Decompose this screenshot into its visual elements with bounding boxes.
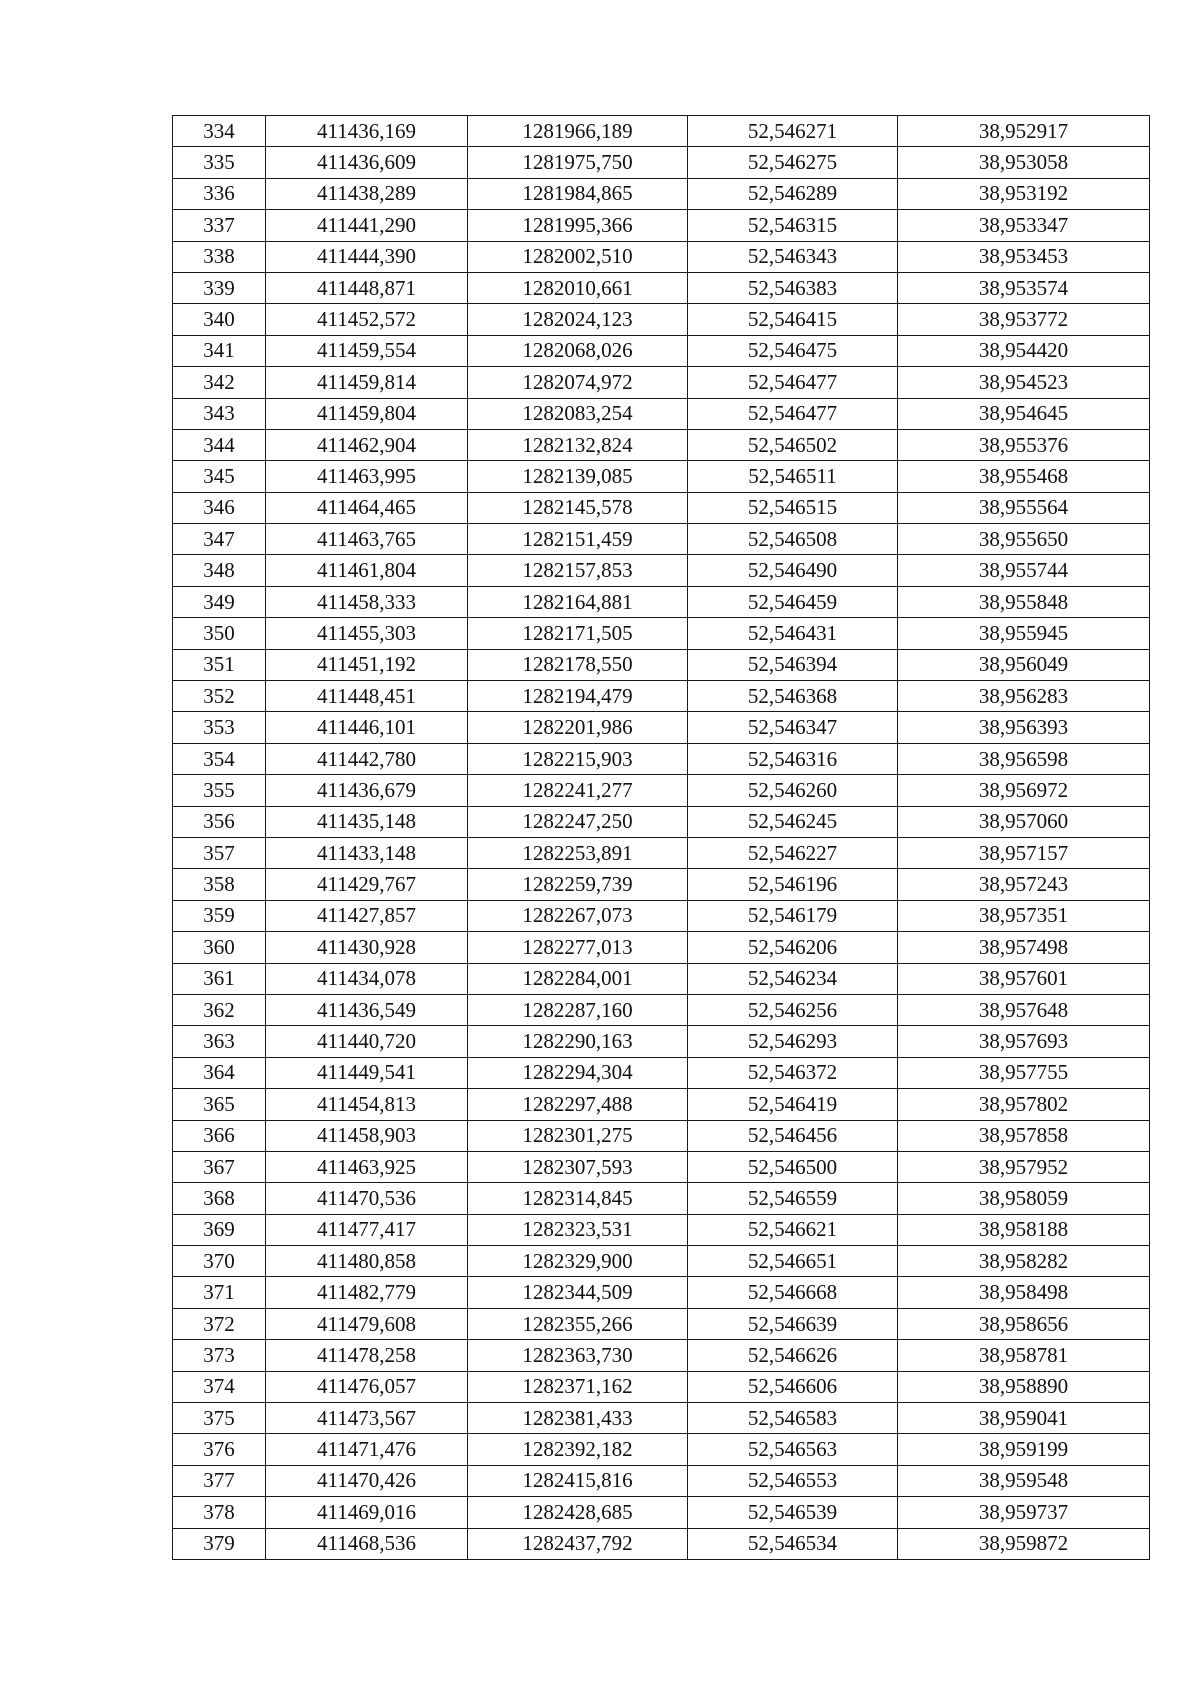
y-coordinate-cell: 1282428,685 xyxy=(468,1497,688,1528)
table-row xyxy=(173,241,1150,272)
longitude-cell: 38,957952 xyxy=(898,1151,1150,1182)
x-coordinate-cell: 411435,148 xyxy=(266,806,468,837)
table-row xyxy=(173,1434,1150,1465)
latitude-cell: 52,546394 xyxy=(688,649,898,680)
x-coordinate-cell: 411434,078 xyxy=(266,963,468,994)
longitude-cell: 38,956972 xyxy=(898,775,1150,806)
longitude-cell: 38,953574 xyxy=(898,272,1150,303)
longitude-cell: 38,954420 xyxy=(898,335,1150,366)
latitude-cell: 52,546553 xyxy=(688,1465,898,1496)
x-coordinate-cell: 411448,871 xyxy=(266,272,468,303)
y-coordinate-cell: 1282284,001 xyxy=(468,963,688,994)
table-row xyxy=(173,1151,1150,1182)
table-row xyxy=(173,586,1150,617)
table-row xyxy=(173,398,1150,429)
longitude-cell: 38,955945 xyxy=(898,618,1150,649)
table-row xyxy=(173,1120,1150,1151)
y-coordinate-cell: 1282301,275 xyxy=(468,1120,688,1151)
y-coordinate-cell: 1282083,254 xyxy=(468,398,688,429)
y-coordinate-cell: 1282215,903 xyxy=(468,743,688,774)
latitude-cell: 52,546606 xyxy=(688,1371,898,1402)
latitude-cell: 52,546383 xyxy=(688,272,898,303)
table-row xyxy=(173,963,1150,994)
point-number-cell: 363 xyxy=(173,1026,266,1057)
x-coordinate-cell: 411471,476 xyxy=(266,1434,468,1465)
point-number-cell: 343 xyxy=(173,398,266,429)
latitude-cell: 52,546559 xyxy=(688,1183,898,1214)
point-number-cell: 371 xyxy=(173,1277,266,1308)
point-number-cell: 354 xyxy=(173,743,266,774)
latitude-cell: 52,546316 xyxy=(688,743,898,774)
x-coordinate-cell: 411436,169 xyxy=(266,116,468,147)
latitude-cell: 52,546343 xyxy=(688,241,898,272)
x-coordinate-cell: 411469,016 xyxy=(266,1497,468,1528)
point-number-cell: 374 xyxy=(173,1371,266,1402)
longitude-cell: 38,955468 xyxy=(898,461,1150,492)
point-number-cell: 369 xyxy=(173,1214,266,1245)
table-row xyxy=(173,932,1150,963)
y-coordinate-cell: 1282437,792 xyxy=(468,1528,688,1559)
x-coordinate-cell: 411480,858 xyxy=(266,1246,468,1277)
x-coordinate-cell: 411476,057 xyxy=(266,1371,468,1402)
y-coordinate-cell: 1282277,013 xyxy=(468,932,688,963)
table-row xyxy=(173,1497,1150,1528)
longitude-cell: 38,958498 xyxy=(898,1277,1150,1308)
latitude-cell: 52,546206 xyxy=(688,932,898,963)
x-coordinate-cell: 411482,779 xyxy=(266,1277,468,1308)
longitude-cell: 38,953058 xyxy=(898,147,1150,178)
latitude-cell: 52,546511 xyxy=(688,461,898,492)
table-row xyxy=(173,1308,1150,1339)
y-coordinate-cell: 1282294,304 xyxy=(468,1057,688,1088)
latitude-cell: 52,546431 xyxy=(688,618,898,649)
point-number-cell: 355 xyxy=(173,775,266,806)
x-coordinate-cell: 411433,148 xyxy=(266,837,468,868)
point-number-cell: 337 xyxy=(173,210,266,241)
longitude-cell: 38,958282 xyxy=(898,1246,1150,1277)
table-row xyxy=(173,806,1150,837)
x-coordinate-cell: 411463,765 xyxy=(266,524,468,555)
x-coordinate-cell: 411442,780 xyxy=(266,743,468,774)
y-coordinate-cell: 1281966,189 xyxy=(468,116,688,147)
latitude-cell: 52,546668 xyxy=(688,1277,898,1308)
x-coordinate-cell: 411448,451 xyxy=(266,681,468,712)
latitude-cell: 52,546534 xyxy=(688,1528,898,1559)
x-coordinate-cell: 411462,904 xyxy=(266,429,468,460)
latitude-cell: 52,546260 xyxy=(688,775,898,806)
longitude-cell: 38,958781 xyxy=(898,1340,1150,1371)
point-number-cell: 362 xyxy=(173,994,266,1025)
latitude-cell: 52,546245 xyxy=(688,806,898,837)
table-row xyxy=(173,743,1150,774)
latitude-cell: 52,546368 xyxy=(688,681,898,712)
table-row xyxy=(173,775,1150,806)
x-coordinate-cell: 411440,720 xyxy=(266,1026,468,1057)
longitude-cell: 38,957601 xyxy=(898,963,1150,994)
point-number-cell: 368 xyxy=(173,1183,266,1214)
x-coordinate-cell: 411449,541 xyxy=(266,1057,468,1088)
x-coordinate-cell: 411479,608 xyxy=(266,1308,468,1339)
latitude-cell: 52,546293 xyxy=(688,1026,898,1057)
longitude-cell: 38,959041 xyxy=(898,1403,1150,1434)
latitude-cell: 52,546415 xyxy=(688,304,898,335)
longitude-cell: 38,953453 xyxy=(898,241,1150,272)
table-row xyxy=(173,1246,1150,1277)
longitude-cell: 38,957498 xyxy=(898,932,1150,963)
latitude-cell: 52,546227 xyxy=(688,837,898,868)
table-row xyxy=(173,524,1150,555)
point-number-cell: 336 xyxy=(173,178,266,209)
point-number-cell: 339 xyxy=(173,272,266,303)
y-coordinate-cell: 1282201,986 xyxy=(468,712,688,743)
coordinates-table-body xyxy=(173,116,1150,1560)
x-coordinate-cell: 411458,333 xyxy=(266,586,468,617)
point-number-cell: 351 xyxy=(173,649,266,680)
table-row xyxy=(173,869,1150,900)
x-coordinate-cell: 411429,767 xyxy=(266,869,468,900)
y-coordinate-cell: 1282259,739 xyxy=(468,869,688,900)
table-row xyxy=(173,1277,1150,1308)
table-row xyxy=(173,1214,1150,1245)
point-number-cell: 375 xyxy=(173,1403,266,1434)
point-number-cell: 372 xyxy=(173,1308,266,1339)
table-row xyxy=(173,335,1150,366)
y-coordinate-cell: 1282415,816 xyxy=(468,1465,688,1496)
longitude-cell: 38,959199 xyxy=(898,1434,1150,1465)
point-number-cell: 352 xyxy=(173,681,266,712)
y-coordinate-cell: 1282371,162 xyxy=(468,1371,688,1402)
point-number-cell: 344 xyxy=(173,429,266,460)
longitude-cell: 38,957693 xyxy=(898,1026,1150,1057)
longitude-cell: 38,957243 xyxy=(898,869,1150,900)
x-coordinate-cell: 411473,567 xyxy=(266,1403,468,1434)
table-row xyxy=(173,994,1150,1025)
longitude-cell: 38,954645 xyxy=(898,398,1150,429)
point-number-cell: 356 xyxy=(173,806,266,837)
point-number-cell: 359 xyxy=(173,900,266,931)
latitude-cell: 52,546196 xyxy=(688,869,898,900)
longitude-cell: 38,957060 xyxy=(898,806,1150,837)
x-coordinate-cell: 411452,572 xyxy=(266,304,468,335)
y-coordinate-cell: 1282074,972 xyxy=(468,367,688,398)
longitude-cell: 38,959737 xyxy=(898,1497,1150,1528)
point-number-cell: 349 xyxy=(173,586,266,617)
point-number-cell: 338 xyxy=(173,241,266,272)
y-coordinate-cell: 1282171,505 xyxy=(468,618,688,649)
table-row xyxy=(173,1403,1150,1434)
latitude-cell: 52,546639 xyxy=(688,1308,898,1339)
latitude-cell: 52,546275 xyxy=(688,147,898,178)
point-number-cell: 367 xyxy=(173,1151,266,1182)
latitude-cell: 52,546347 xyxy=(688,712,898,743)
x-coordinate-cell: 411459,814 xyxy=(266,367,468,398)
latitude-cell: 52,546372 xyxy=(688,1057,898,1088)
y-coordinate-cell: 1282344,509 xyxy=(468,1277,688,1308)
latitude-cell: 52,546539 xyxy=(688,1497,898,1528)
table-row xyxy=(173,555,1150,586)
y-coordinate-cell: 1282139,085 xyxy=(468,461,688,492)
table-row xyxy=(173,1340,1150,1371)
y-coordinate-cell: 1282068,026 xyxy=(468,335,688,366)
table-row xyxy=(173,147,1150,178)
point-number-cell: 353 xyxy=(173,712,266,743)
latitude-cell: 52,546179 xyxy=(688,900,898,931)
longitude-cell: 38,953192 xyxy=(898,178,1150,209)
table-row xyxy=(173,1465,1150,1496)
y-coordinate-cell: 1282132,824 xyxy=(468,429,688,460)
table-row xyxy=(173,210,1150,241)
table-row xyxy=(173,367,1150,398)
longitude-cell: 38,955376 xyxy=(898,429,1150,460)
point-number-cell: 348 xyxy=(173,555,266,586)
longitude-cell: 38,955744 xyxy=(898,555,1150,586)
x-coordinate-cell: 411463,925 xyxy=(266,1151,468,1182)
table-row xyxy=(173,1371,1150,1402)
longitude-cell: 38,956283 xyxy=(898,681,1150,712)
x-coordinate-cell: 411470,426 xyxy=(266,1465,468,1496)
table-row xyxy=(173,649,1150,680)
longitude-cell: 38,957648 xyxy=(898,994,1150,1025)
x-coordinate-cell: 411463,995 xyxy=(266,461,468,492)
y-coordinate-cell: 1282392,182 xyxy=(468,1434,688,1465)
latitude-cell: 52,546256 xyxy=(688,994,898,1025)
x-coordinate-cell: 411478,258 xyxy=(266,1340,468,1371)
y-coordinate-cell: 1282194,479 xyxy=(468,681,688,712)
point-number-cell: 366 xyxy=(173,1120,266,1151)
longitude-cell: 38,959548 xyxy=(898,1465,1150,1496)
x-coordinate-cell: 411470,536 xyxy=(266,1183,468,1214)
point-number-cell: 370 xyxy=(173,1246,266,1277)
x-coordinate-cell: 411477,417 xyxy=(266,1214,468,1245)
longitude-cell: 38,957755 xyxy=(898,1057,1150,1088)
longitude-cell: 38,959872 xyxy=(898,1528,1150,1559)
point-number-cell: 357 xyxy=(173,837,266,868)
x-coordinate-cell: 411451,192 xyxy=(266,649,468,680)
x-coordinate-cell: 411436,609 xyxy=(266,147,468,178)
y-coordinate-cell: 1282151,459 xyxy=(468,524,688,555)
longitude-cell: 38,955848 xyxy=(898,586,1150,617)
y-coordinate-cell: 1282164,881 xyxy=(468,586,688,617)
latitude-cell: 52,546477 xyxy=(688,398,898,429)
y-coordinate-cell: 1282290,163 xyxy=(468,1026,688,1057)
longitude-cell: 38,956049 xyxy=(898,649,1150,680)
latitude-cell: 52,546315 xyxy=(688,210,898,241)
x-coordinate-cell: 411430,928 xyxy=(266,932,468,963)
longitude-cell: 38,958656 xyxy=(898,1308,1150,1339)
y-coordinate-cell: 1282297,488 xyxy=(468,1089,688,1120)
latitude-cell: 52,546490 xyxy=(688,555,898,586)
x-coordinate-cell: 411441,290 xyxy=(266,210,468,241)
longitude-cell: 38,958890 xyxy=(898,1371,1150,1402)
x-coordinate-cell: 411446,101 xyxy=(266,712,468,743)
y-coordinate-cell: 1282002,510 xyxy=(468,241,688,272)
point-number-cell: 345 xyxy=(173,461,266,492)
latitude-cell: 52,546289 xyxy=(688,178,898,209)
longitude-cell: 38,957858 xyxy=(898,1120,1150,1151)
longitude-cell: 38,957351 xyxy=(898,900,1150,931)
latitude-cell: 52,546621 xyxy=(688,1214,898,1245)
y-coordinate-cell: 1282329,900 xyxy=(468,1246,688,1277)
y-coordinate-cell: 1282241,277 xyxy=(468,775,688,806)
y-coordinate-cell: 1282323,531 xyxy=(468,1214,688,1245)
latitude-cell: 52,546419 xyxy=(688,1089,898,1120)
y-coordinate-cell: 1282267,073 xyxy=(468,900,688,931)
longitude-cell: 38,956598 xyxy=(898,743,1150,774)
latitude-cell: 52,546502 xyxy=(688,429,898,460)
longitude-cell: 38,957802 xyxy=(898,1089,1150,1120)
x-coordinate-cell: 411427,857 xyxy=(266,900,468,931)
point-number-cell: 379 xyxy=(173,1528,266,1559)
table-row xyxy=(173,681,1150,712)
table-row xyxy=(173,1057,1150,1088)
table-row xyxy=(173,712,1150,743)
point-number-cell: 340 xyxy=(173,304,266,335)
point-number-cell: 335 xyxy=(173,147,266,178)
latitude-cell: 52,546459 xyxy=(688,586,898,617)
y-coordinate-cell: 1282253,891 xyxy=(468,837,688,868)
point-number-cell: 346 xyxy=(173,492,266,523)
longitude-cell: 38,955564 xyxy=(898,492,1150,523)
point-number-cell: 364 xyxy=(173,1057,266,1088)
point-number-cell: 334 xyxy=(173,116,266,147)
coordinates-table xyxy=(172,115,1150,1560)
latitude-cell: 52,546626 xyxy=(688,1340,898,1371)
latitude-cell: 52,546500 xyxy=(688,1151,898,1182)
y-coordinate-cell: 1282287,160 xyxy=(468,994,688,1025)
table-row xyxy=(173,1528,1150,1559)
x-coordinate-cell: 411459,804 xyxy=(266,398,468,429)
latitude-cell: 52,546456 xyxy=(688,1120,898,1151)
latitude-cell: 52,546234 xyxy=(688,963,898,994)
latitude-cell: 52,546475 xyxy=(688,335,898,366)
point-number-cell: 365 xyxy=(173,1089,266,1120)
y-coordinate-cell: 1282314,845 xyxy=(468,1183,688,1214)
x-coordinate-cell: 411459,554 xyxy=(266,335,468,366)
point-number-cell: 376 xyxy=(173,1434,266,1465)
x-coordinate-cell: 411468,536 xyxy=(266,1528,468,1559)
x-coordinate-cell: 411454,813 xyxy=(266,1089,468,1120)
y-coordinate-cell: 1281995,366 xyxy=(468,210,688,241)
point-number-cell: 360 xyxy=(173,932,266,963)
y-coordinate-cell: 1282010,661 xyxy=(468,272,688,303)
table-row xyxy=(173,1089,1150,1120)
table-row xyxy=(173,272,1150,303)
longitude-cell: 38,952917 xyxy=(898,116,1150,147)
point-number-cell: 350 xyxy=(173,618,266,649)
longitude-cell: 38,958059 xyxy=(898,1183,1150,1214)
x-coordinate-cell: 411464,465 xyxy=(266,492,468,523)
point-number-cell: 361 xyxy=(173,963,266,994)
longitude-cell: 38,953347 xyxy=(898,210,1150,241)
y-coordinate-cell: 1281975,750 xyxy=(468,147,688,178)
x-coordinate-cell: 411455,303 xyxy=(266,618,468,649)
table-row xyxy=(173,116,1150,147)
y-coordinate-cell: 1282307,593 xyxy=(468,1151,688,1182)
y-coordinate-cell: 1282363,730 xyxy=(468,1340,688,1371)
y-coordinate-cell: 1282145,578 xyxy=(468,492,688,523)
y-coordinate-cell: 1282355,266 xyxy=(468,1308,688,1339)
point-number-cell: 358 xyxy=(173,869,266,900)
x-coordinate-cell: 411458,903 xyxy=(266,1120,468,1151)
longitude-cell: 38,958188 xyxy=(898,1214,1150,1245)
x-coordinate-cell: 411436,679 xyxy=(266,775,468,806)
point-number-cell: 377 xyxy=(173,1465,266,1496)
longitude-cell: 38,953772 xyxy=(898,304,1150,335)
table-row xyxy=(173,1026,1150,1057)
latitude-cell: 52,546583 xyxy=(688,1403,898,1434)
latitude-cell: 52,546477 xyxy=(688,367,898,398)
table-row xyxy=(173,900,1150,931)
table-row xyxy=(173,304,1150,335)
longitude-cell: 38,957157 xyxy=(898,837,1150,868)
latitude-cell: 52,546563 xyxy=(688,1434,898,1465)
y-coordinate-cell: 1282247,250 xyxy=(468,806,688,837)
table-row xyxy=(173,178,1150,209)
table-row xyxy=(173,429,1150,460)
longitude-cell: 38,956393 xyxy=(898,712,1150,743)
table-row xyxy=(173,837,1150,868)
table-row xyxy=(173,618,1150,649)
x-coordinate-cell: 411444,390 xyxy=(266,241,468,272)
latitude-cell: 52,546651 xyxy=(688,1246,898,1277)
point-number-cell: 341 xyxy=(173,335,266,366)
latitude-cell: 52,546271 xyxy=(688,116,898,147)
point-number-cell: 378 xyxy=(173,1497,266,1528)
point-number-cell: 373 xyxy=(173,1340,266,1371)
latitude-cell: 52,546515 xyxy=(688,492,898,523)
latitude-cell: 52,546508 xyxy=(688,524,898,555)
table-row xyxy=(173,461,1150,492)
y-coordinate-cell: 1282381,433 xyxy=(468,1403,688,1434)
y-coordinate-cell: 1281984,865 xyxy=(468,178,688,209)
longitude-cell: 38,955650 xyxy=(898,524,1150,555)
x-coordinate-cell: 411461,804 xyxy=(266,555,468,586)
x-coordinate-cell: 411438,289 xyxy=(266,178,468,209)
table-row xyxy=(173,1183,1150,1214)
table-row xyxy=(173,492,1150,523)
longitude-cell: 38,954523 xyxy=(898,367,1150,398)
point-number-cell: 342 xyxy=(173,367,266,398)
y-coordinate-cell: 1282178,550 xyxy=(468,649,688,680)
y-coordinate-cell: 1282157,853 xyxy=(468,555,688,586)
y-coordinate-cell: 1282024,123 xyxy=(468,304,688,335)
x-coordinate-cell: 411436,549 xyxy=(266,994,468,1025)
point-number-cell: 347 xyxy=(173,524,266,555)
